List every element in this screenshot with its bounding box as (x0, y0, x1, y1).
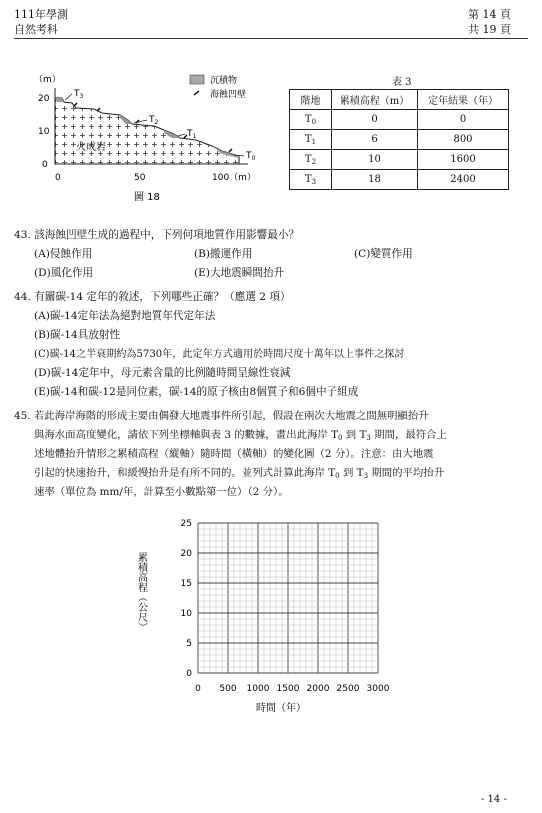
q45-line-5: 速率（單位為 mm/年，計算至小數點第一位）（2 分）。 (34, 486, 289, 498)
subject-title: 自然考科 (14, 23, 58, 36)
table-cell-height: 0 (332, 110, 418, 130)
total-pages: 共 19 頁 (468, 23, 511, 36)
grid-x-tick: 2500 (336, 684, 360, 694)
grid-y-tick: 10 (180, 609, 192, 619)
grid-lines (198, 523, 378, 673)
table-cell-height: 10 (332, 150, 418, 170)
fig18-y-tick-10: 10 (38, 127, 50, 137)
leader-t2 (134, 120, 147, 123)
legend-sediment-swatch (190, 75, 204, 84)
grid-y-tick: 20 (180, 549, 192, 559)
label-t2: $T_2$ (149, 115, 159, 126)
q44-option-e: (E)碳-14和碳-12是同位素，碳-14的原子核由8個質子和6個中子組成 (34, 386, 359, 398)
q45-line-3: 述地體抬升情形之累積高程（縱軸）隨時間（橫軸）的變化圖（2 分）。注意：由大地震 (34, 448, 434, 460)
fig18-y-unit: （m） (34, 75, 61, 85)
table-header-height: 累積高程（m） (332, 90, 418, 110)
label-t1: $T_1$ (187, 129, 197, 140)
fig18-y-tick-0: 0 (42, 160, 48, 170)
footer-page-number: - 14 - (481, 794, 507, 805)
answer-grid[interactable] (136, 512, 406, 722)
grid-x-tick: 3000 (366, 684, 390, 694)
legend-notch-icon (194, 91, 199, 95)
table-cell-terrace: $T_0$ (290, 110, 332, 130)
table-row (290, 110, 509, 130)
q43-option-d: (D)風化作用 (34, 267, 94, 279)
table-cell-terrace: $T_2$ (290, 150, 332, 170)
page-number-header: 第 14 頁 (468, 8, 511, 21)
figure-18-caption: 圖 18 (134, 192, 160, 203)
grid-x-label: 時間（年） (256, 703, 306, 714)
grid-y-tick: 5 (186, 639, 192, 649)
exam-title: 111年學測 (14, 8, 68, 21)
table-cell-terrace: $T_1$ (290, 130, 332, 150)
fig18-y-tick-20: 20 (38, 94, 50, 104)
grid-x-ticks (195, 684, 390, 694)
fig18-x-tick-50: 50 (134, 173, 146, 183)
grid-x-tick: 0 (195, 684, 201, 694)
q44-option-a: (A)碳-14定年法為絕對地質年代定年法 (34, 310, 216, 322)
grid-y-tick: 0 (186, 669, 192, 679)
figure-18 (24, 68, 274, 208)
table-header-terrace: 階地 (290, 90, 332, 110)
grid-x-tick: 2000 (306, 684, 330, 694)
q44-option-d: (D)碳-14定年中，母元素含量的比例隨時間呈線性衰減 (34, 367, 291, 379)
table-cell-age: 800 (418, 130, 509, 150)
table-row (290, 170, 509, 190)
legend-notch-label: 海蝕凹壁 (210, 90, 247, 100)
igneous-rock-body (55, 98, 239, 164)
grid-x-tick: 1500 (276, 684, 300, 694)
grid-y-label: 累積高程（公尺） (136, 552, 147, 632)
grid-y-tick: 15 (180, 579, 192, 589)
table-cell-terrace: $T_3$ (290, 170, 332, 190)
q43-option-b: (B)搬運作用 (194, 248, 253, 260)
label-t3: $T_3$ (74, 89, 84, 100)
table-cell-height: 6 (332, 130, 418, 150)
q45-line-1: 45. 若此海岸海階的形成主要由偶發大地震事件所引起，假設在兩次大地震之間無明顯抬升 (14, 410, 429, 422)
grid-x-tick: 1000 (246, 684, 270, 694)
table-3 (289, 89, 509, 190)
q44-option-c: (C)碳-14之半衰期約為5730年，此定年方式適用於時間尺度十萬年以上事件之探討 (34, 349, 405, 360)
q44-option-b: (B)碳-14具放射性 (34, 329, 121, 341)
grid-y-tick: 25 (180, 519, 192, 529)
grid-y-ticks (181, 519, 193, 679)
q44-stem: 44. 有關碳-14 定年的敘述，下列哪些正確？（應選 2 項） (14, 291, 291, 303)
rock-label: 火成岩 (76, 142, 106, 153)
leader-t3 (65, 94, 72, 100)
q45-line-4: 引起的快速抬升，和緩慢抬升是有所不同的。並列式計算此海岸 $T_0$ 到 $T_3$ 期間的平均抬升 (34, 467, 445, 480)
legend-sediment-label: 沉積物 (210, 76, 238, 86)
table-cell-age: 2400 (418, 170, 509, 190)
table-cell-height: 18 (332, 170, 418, 190)
q45-line-2: 與海水面高度變化，請依下列坐標軸與表 3 的數據，畫出此海岸 $T_0$ 到 $T_3$ 期間，最符合上 (34, 429, 447, 442)
table-row (290, 130, 509, 150)
table-3-title: 表 3 (392, 77, 412, 88)
fig18-x-tick-100: 100（m） (212, 173, 256, 183)
header-rule (14, 38, 528, 39)
table-header-age: 定年結果（年） (418, 90, 509, 110)
q43-option-c: (C)變質作用 (354, 248, 413, 260)
q43-option-a: (A)侵蝕作用 (34, 248, 93, 260)
leader-t1 (178, 134, 185, 136)
table-cell-age: 1600 (418, 150, 509, 170)
table-row (290, 150, 509, 170)
grid-x-tick: 500 (219, 684, 237, 694)
q43-stem: 43. 該海蝕凹壁生成的過程中，下列何項地質作用影響最小？ (14, 229, 300, 241)
q43-option-e: (E)大地震瞬間抬升 (194, 267, 285, 279)
label-t0: $T_0$ (246, 151, 256, 162)
table-cell-age: 0 (418, 110, 509, 130)
fig18-x-tick-0: 0 (55, 173, 61, 183)
